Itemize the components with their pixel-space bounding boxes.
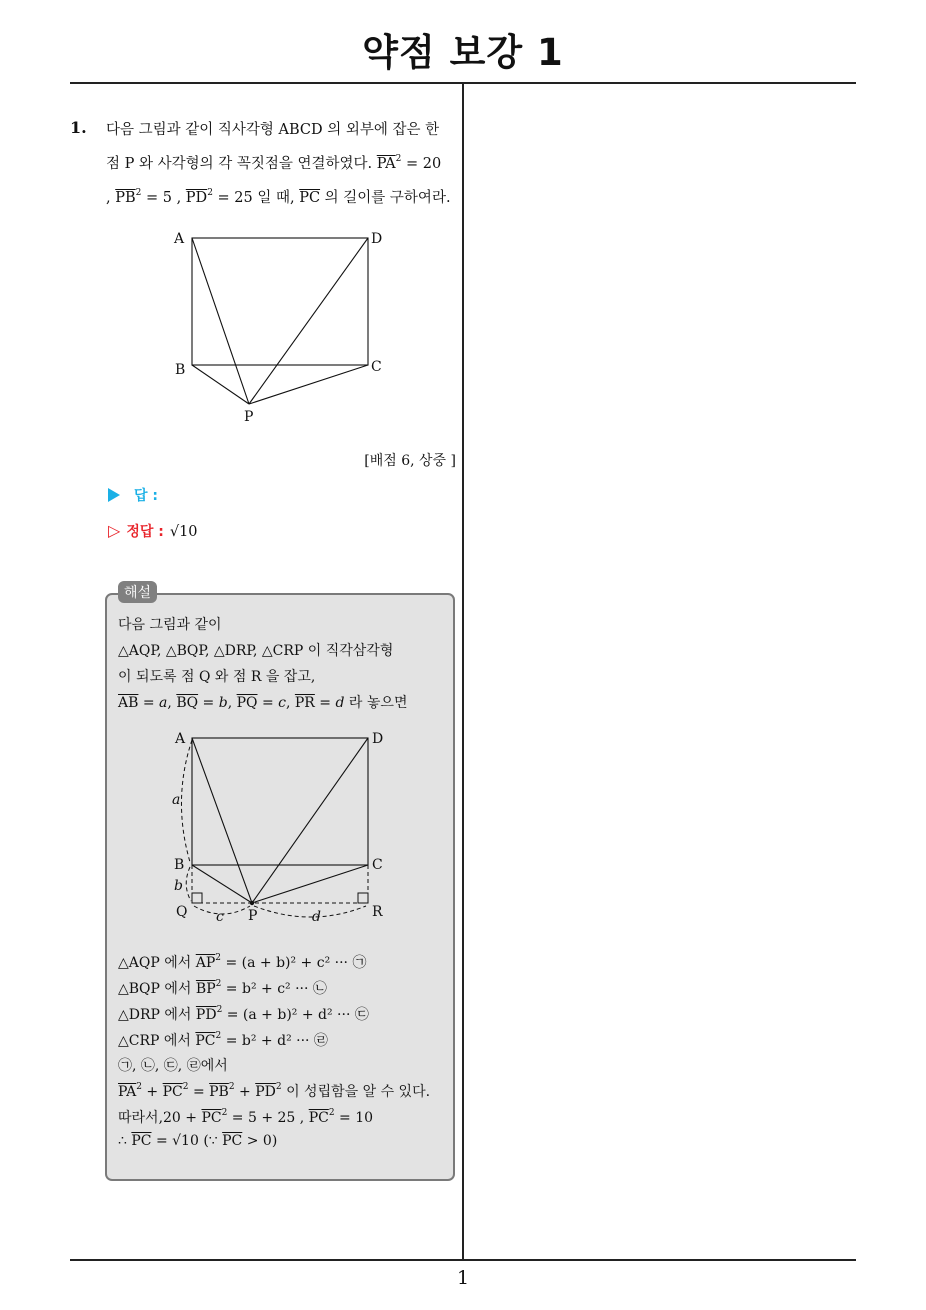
text-run: = 10	[334, 1110, 374, 1126]
label-b-2: B	[174, 857, 185, 873]
exponent: 2	[136, 1082, 142, 1092]
text-run: = 5 ,	[141, 190, 186, 206]
solution-eq-2	[118, 978, 327, 998]
segment-pc-5: $\overline{PC}$	[308, 1110, 329, 1126]
solution-line-3: 이 되도록 점 Q 와 점 R 을 잡고,	[118, 669, 316, 685]
text-run: = b² + d² ··· ㉣	[221, 1033, 328, 1049]
label-q: Q	[176, 904, 188, 920]
text-run: =	[257, 695, 279, 711]
segment-pc-line	[249, 365, 368, 404]
label-var-b: b	[174, 878, 183, 894]
text-run: △DRP 에서	[118, 1007, 196, 1023]
solution-figure	[160, 725, 400, 925]
text-run: △CRP 에서	[118, 1033, 196, 1049]
segment-bp: $\overline{BP}$	[195, 981, 216, 997]
segment-pd-3: $\overline{PD}$	[255, 1084, 276, 1100]
page-number: 1	[456, 1267, 470, 1289]
correct-answer-label: 정답 :	[126, 524, 164, 540]
label-r: R	[372, 904, 383, 920]
var-c: c	[278, 695, 286, 711]
text-run: = 5 + 25 ,	[227, 1110, 309, 1126]
point-p	[250, 901, 254, 905]
footer-rule	[70, 1259, 856, 1261]
rectangle-figure	[160, 222, 400, 427]
var-b: b	[218, 695, 228, 711]
text-run: = 25 일 때,	[212, 190, 300, 206]
solution-line-2: △AQP, △BQP, △DRP, △CRP 이 직각삼각형	[118, 643, 394, 659]
answer-row	[108, 485, 158, 505]
text-run: ∴	[118, 1133, 132, 1149]
question-number: 1.	[70, 118, 87, 137]
exponent: 2	[215, 953, 221, 963]
column-divider	[462, 84, 464, 1260]
text-run: 의 길이를 구하여라.	[320, 190, 451, 206]
solution-eq-3	[118, 1004, 369, 1024]
segment-pq: $\overline{PQ}$	[236, 695, 258, 711]
text-run: ,	[167, 695, 177, 711]
rect-abcd-2	[192, 738, 368, 865]
text-run: =	[198, 695, 219, 711]
text-run: 따라서,20 +	[118, 1110, 202, 1126]
right-angle-q	[192, 893, 202, 903]
segment-pa-line	[192, 238, 249, 404]
segment-ap: $\overline{AP}$	[195, 955, 216, 971]
label-var-c: c	[216, 909, 224, 925]
label-p: P	[244, 409, 254, 425]
segment-bq: $\overline{BQ}$	[176, 695, 199, 711]
var-a: a	[159, 695, 168, 711]
label-p-2: P	[248, 908, 258, 924]
segment-pc-6: $\overline{PC}$	[131, 1133, 152, 1149]
question-line-3	[106, 179, 456, 213]
segment-pc-line-2	[252, 865, 368, 903]
var-d: d	[335, 695, 345, 711]
solution-eq-6: $\overline{PA}^2 + \overline{PC}^2 = \overline{PB}^2 + \overline{PD}^2$ 이 성립함을 알 수 있다.	[118, 1082, 431, 1100]
exponent: 2	[228, 1082, 235, 1092]
text-run: = (a + b)² + c² ··· ㉠	[221, 955, 367, 971]
text-run: ,	[285, 695, 295, 711]
text-run: ,	[106, 190, 116, 206]
label-a: A	[174, 231, 185, 247]
segment-pb-line-2	[192, 865, 252, 903]
exponent: 2	[207, 188, 213, 198]
label-a-2: A	[175, 731, 186, 747]
exponent: 2	[135, 188, 142, 198]
solution-eq-8	[118, 1133, 277, 1149]
label-d-2: D	[372, 731, 384, 747]
correct-answer-row	[108, 521, 198, 541]
exponent: 2	[328, 1108, 335, 1118]
segment-pr: $\overline{PR}$	[294, 695, 315, 711]
text-run: =	[138, 695, 160, 711]
segment-ab: $\overline{AB}$	[118, 695, 139, 711]
text-run: = (a + b)² + d² ··· ㉢	[222, 1007, 369, 1023]
segment-pd-line-2	[252, 738, 368, 903]
solution-eq-5: ㉠, ㉡, ㉢, ㉣에서	[118, 1058, 228, 1074]
question-line-1: 다음 그림과 같이 직사각형 ABCD 의 외부에 잡은 한	[106, 122, 440, 138]
segment-pc: $\overline{PC}$	[299, 190, 321, 206]
question-line-2	[106, 145, 456, 179]
text-run: ,	[227, 695, 237, 711]
brace-d	[254, 906, 366, 917]
text-run: = 20	[401, 156, 442, 172]
segment-pb: $\overline{PB}$	[115, 190, 136, 206]
brace-b	[186, 867, 191, 901]
exponent: 2	[215, 1031, 222, 1041]
exponent: 2	[216, 1005, 223, 1015]
text-run: 이 성립함을 알 수 있다.	[281, 1084, 431, 1100]
solution-line-1: 다음 그림과 같이	[118, 617, 222, 633]
text-run: △AQP 에서	[118, 955, 196, 971]
label-b: B	[175, 362, 186, 378]
segment-pa-3: $\overline{PA}$	[118, 1084, 137, 1100]
play-icon	[108, 488, 120, 502]
solution-eq-7	[118, 1107, 373, 1127]
exponent: 2	[221, 1108, 228, 1118]
solution-eq-4	[118, 1030, 328, 1050]
exponent: 2	[182, 1082, 189, 1092]
right-angle-r	[358, 893, 368, 903]
segment-pb-line	[192, 365, 249, 404]
segment-pb-3: $\overline{PB}$	[209, 1084, 229, 1100]
segment-pc-3: $\overline{PC}$	[162, 1084, 183, 1100]
text-run: = b² + c² ··· ㉡	[221, 981, 327, 997]
label-d: D	[371, 231, 383, 247]
segment-pd: $\overline{PD}$	[185, 190, 208, 206]
segment-pa-line-2	[192, 738, 252, 903]
segment-pc-4: $\overline{PC}$	[201, 1110, 222, 1126]
text-run: > 0)	[242, 1133, 278, 1149]
score-note: [배점 6, 상중 ]	[364, 453, 456, 469]
solution-tag: 해설	[118, 581, 157, 603]
text-run: = √10 (∵	[151, 1133, 223, 1149]
solution-line-4	[118, 692, 407, 712]
label-var-a: a	[172, 792, 181, 808]
solution-eq-1	[118, 952, 366, 972]
text-run: =	[314, 695, 336, 711]
exponent: 2	[215, 979, 222, 989]
page-title: 약점 보강 1	[362, 31, 564, 74]
text-run: △BQP 에서	[118, 981, 196, 997]
exponent: 2	[275, 1082, 282, 1092]
rect-abcd	[192, 238, 368, 365]
segment-pa: $\overline{PA}$	[376, 156, 396, 172]
question-text	[106, 116, 456, 213]
label-c-2: C	[372, 857, 383, 873]
exponent: 2	[395, 154, 402, 164]
brace-a	[181, 740, 192, 862]
text-run: 라 놓으면	[344, 695, 408, 711]
segment-pd-2: $\overline{PD}$	[195, 1007, 217, 1023]
segment-pd-line	[249, 238, 368, 404]
segment-pc-7: $\overline{PC}$	[222, 1133, 243, 1149]
play-outline-icon: ▷	[108, 521, 121, 540]
label-c: C	[371, 359, 382, 375]
answer-label: 답 :	[134, 488, 158, 504]
segment-pc-2: $\overline{PC}$	[195, 1033, 216, 1049]
text-run: 점 P 와 사각형의 각 꼭짓점을 연결하였다.	[106, 156, 377, 172]
correct-answer-value: √10	[169, 524, 198, 540]
label-var-d: d	[312, 909, 321, 925]
